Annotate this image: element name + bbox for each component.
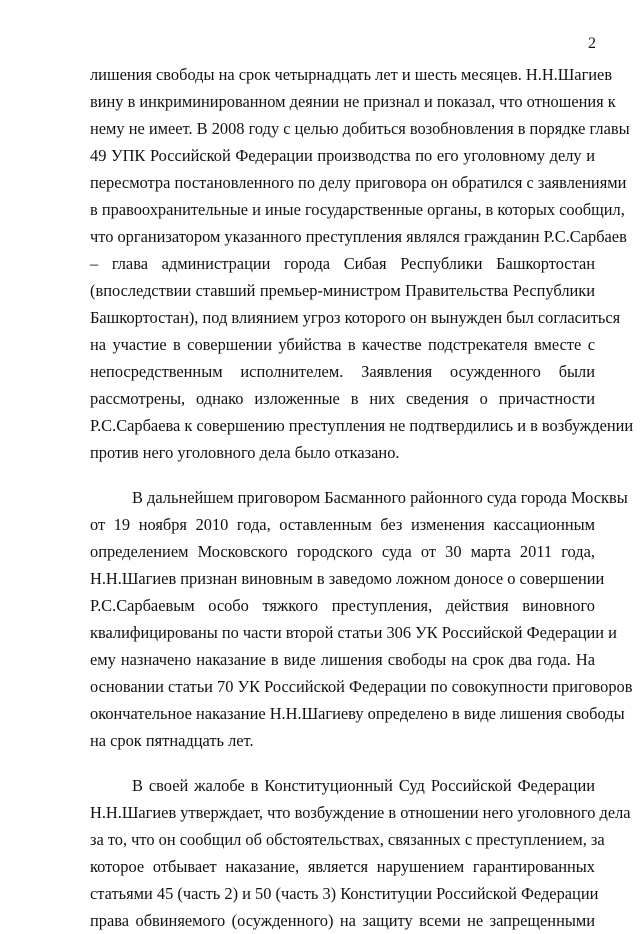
text-line: от 19 ноября 2010 года, оставленным без изменения кассационным: [90, 515, 595, 534]
paragraph-2: [90, 484, 633, 754]
text-line: основании статьи 70 УК Российской Федерации по совокупности приговоров: [90, 677, 633, 696]
text-line: Башкортостан), под влиянием угроз которого он вынужден был согласиться: [90, 308, 621, 327]
text-line: непосредственным исполнителем. Заявления осужденного были: [90, 362, 595, 381]
paragraph-gap: [90, 754, 595, 772]
document-body: [90, 61, 634, 934]
text-line: статьями 45 (часть 2) и 50 (часть 3) Конституции Российской Федерации: [90, 884, 599, 903]
paragraph-gap: [90, 466, 595, 484]
text-line: окончательное наказание Н.Н.Шагиеву определено в виде лишения свободы: [90, 704, 625, 723]
text-line: на участие в совершении убийства в качестве подстрекателя вместе с: [90, 335, 595, 354]
text-line: которое отбывает наказание, является нарушением гарантированных: [90, 857, 595, 876]
text-line: лишения свободы на срок четырнадцать лет и шесть месяцев. Н.Н.Шагиев: [90, 65, 613, 84]
text-line: в правоохранительные и иные государственные органы, в которых сообщил,: [90, 200, 625, 219]
text-line: В дальнейшем приговором Басманного районного суда города Москвы: [132, 488, 628, 507]
paragraph-1: [90, 61, 634, 466]
text-line: В своей жалобе в Конституционный Суд Российской Федерации: [132, 776, 595, 795]
text-line: (впоследствии ставший премьер-министром Правительства Республики: [90, 281, 595, 300]
text-line: против него уголовного дела было отказано.: [90, 443, 400, 462]
text-line: права обвиняемого (осужденного) на защиту всеми не запрещенными: [90, 911, 595, 930]
text-line: что организатором указанного преступления являлся гражданин Р.С.Сарбаев: [90, 227, 627, 246]
text-line: определением Московского городского суда от 30 марта 2011 года,: [90, 542, 595, 561]
text-line: 49 УПК Российской Федерации производства по его уголовному делу и: [90, 146, 595, 165]
text-line: Р.С.Сарбаевым особо тяжкого преступления, действия виновного: [90, 596, 595, 615]
text-line: вину в инкриминированном деянии не признал и показал, что отношения к: [90, 92, 616, 111]
text-line: Н.Н.Шагиев признан виновным в заведомо ложном доносе о совершении: [90, 569, 605, 588]
text-line: Н.Н.Шагиев утверждает, что возбуждение в отношении него уголовного дела: [90, 803, 631, 822]
text-line: ему назначено наказание в виде лишения свободы на срок два года. На: [90, 650, 595, 669]
text-line: квалифицированы по части второй статьи 306 УК Российской Федерации и: [90, 623, 617, 642]
page-number: 2: [588, 35, 596, 52]
text-line: Р.С.Сарбаева к совершению преступления не подтвердились и в возбуждении: [90, 416, 634, 435]
text-line: за то, что он сообщил об обстоятельствах, связанных с преступлением, за: [90, 830, 605, 849]
text-line: нему не имеет. В 2008 году с целью добиться возобновления в порядке главы: [90, 119, 630, 138]
text-line: пересмотра постановленного по делу приговора он обратился с заявлениями: [90, 173, 627, 192]
text-line: рассмотрены, однако изложенные в них сведения о причастности: [90, 389, 595, 408]
paragraph-3: [90, 772, 631, 934]
text-line: – глава администрации города Сибая Республики Башкортостан: [90, 254, 595, 273]
text-line: на срок пятнадцать лет.: [90, 731, 254, 750]
